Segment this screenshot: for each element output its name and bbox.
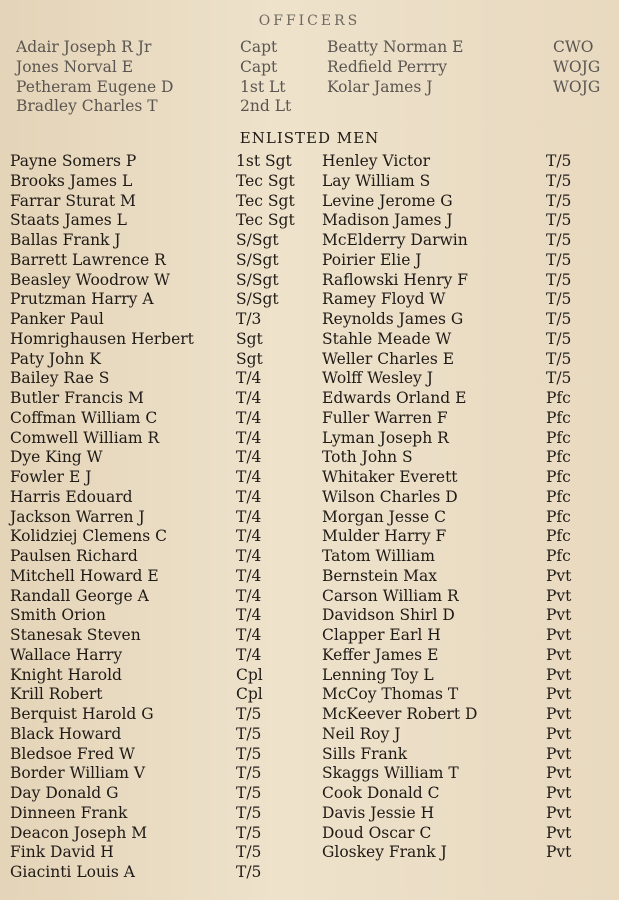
rank-right: CWO — [553, 38, 594, 56]
name-right: Neil Roy J — [322, 724, 401, 743]
rank-left: T/4 — [236, 586, 262, 605]
rank-right: T/5 — [546, 329, 572, 348]
name-right: Gloskey Frank J — [322, 843, 447, 862]
name-right: Fuller Warren F — [322, 408, 448, 427]
name-right: Stahle Meade W — [322, 329, 452, 348]
rank-right: T/5 — [546, 152, 572, 170]
rank-right: Pvt — [546, 626, 572, 644]
rank-left: Capt — [240, 38, 278, 56]
rank-left: T/4 — [236, 468, 262, 486]
enlisted-row — [0, 705, 619, 725]
rank-right: Pvt — [546, 724, 572, 743]
rank-right: Pvt — [546, 586, 572, 605]
rank-right: Pvt — [546, 764, 572, 783]
rank-left: T/4 — [236, 389, 262, 407]
name-right: Tatom William — [322, 547, 435, 565]
name-left: Ballas Frank J — [10, 231, 121, 249]
name-right: Lay William S — [322, 171, 431, 190]
rank-left: T/5 — [236, 863, 262, 881]
rank-right: Pfc — [546, 389, 571, 407]
rank-right: Pfc — [546, 448, 571, 467]
name-left: Harris Edouard — [10, 487, 133, 506]
name-left: Dye King W — [10, 448, 103, 467]
name-left: Coffman William C — [10, 408, 158, 427]
rank-left: 2nd Lt — [240, 97, 292, 116]
name-left: Fink David H — [10, 843, 114, 862]
name-right: Wilson Charles D — [322, 487, 458, 506]
rank-right: Pvt — [546, 566, 572, 585]
rank-left: T/3 — [236, 310, 262, 328]
rank-right: Pfc — [546, 468, 571, 486]
rank-right: Pvt — [546, 803, 572, 822]
name-left: Border William V — [10, 764, 146, 783]
rank-left: T/4 — [236, 626, 262, 644]
name-left: Black Howard — [10, 724, 122, 743]
enlisted-row — [0, 251, 619, 271]
rank-right: T/5 — [546, 191, 572, 210]
name-left: Kolidziej Clemens C — [10, 527, 167, 546]
rank-right: WOJG — [553, 57, 601, 76]
name-right: McElderry Darwin — [322, 231, 468, 249]
rank-right: T/5 — [546, 231, 572, 249]
name-right: Henley Victor — [322, 152, 431, 170]
rank-left: Cpl — [236, 665, 263, 684]
name-right: Lenning Toy L — [322, 665, 434, 684]
enlisted-row — [0, 804, 619, 824]
rank-right: Pfc — [546, 408, 571, 427]
rank-right: Pfc — [546, 428, 571, 447]
rank-left: T/4 — [236, 645, 262, 664]
enlisted-row — [0, 172, 619, 192]
name-left: Paulsen Richard — [10, 547, 138, 565]
enlisted-row — [0, 606, 619, 626]
enlisted-row — [0, 389, 619, 409]
enlisted-row — [0, 843, 619, 863]
name-left: Knight Harold — [10, 665, 122, 684]
name-left: Fowler E J — [10, 468, 92, 486]
enlisted-row — [0, 508, 619, 528]
name-right: Sills Frank — [322, 744, 408, 763]
name-left: Berquist Harold G — [10, 705, 154, 723]
enlisted-row — [0, 231, 619, 251]
name-right: Poirier Elie J — [322, 250, 422, 269]
name-right: Davis Jessie H — [322, 803, 435, 822]
enlisted-row — [0, 725, 619, 745]
rank-left: Cpl — [236, 685, 263, 704]
name-right: Edwards Orland E — [322, 389, 467, 407]
enlisted-row — [0, 685, 619, 705]
enlisted-row — [0, 784, 619, 804]
enlisted-row — [0, 626, 619, 646]
enlisted-row — [0, 350, 619, 370]
name-right: Doud Oscar C — [322, 823, 432, 842]
rank-right: Pvt — [546, 784, 572, 802]
name-right: Clapper Earl H — [322, 626, 441, 644]
rank-left: Capt — [240, 57, 278, 76]
name-left: Randall George A — [10, 586, 149, 605]
rank-right: T/5 — [546, 270, 572, 289]
name-right: Toth John S — [322, 448, 413, 467]
rank-left: S/Sgt — [236, 290, 279, 309]
name-right: Whitaker Everett — [322, 468, 458, 486]
rank-right: Pvt — [546, 685, 572, 704]
name-right: Cook Donald C — [322, 784, 440, 802]
enlisted-row — [0, 409, 619, 429]
name-left: Day Donald G — [10, 784, 119, 802]
enlisted-row — [0, 211, 619, 231]
enlisted-row — [0, 369, 619, 389]
rank-left: Sgt — [236, 329, 263, 348]
officers-row — [0, 78, 619, 98]
name-left: Bledsoe Fred W — [10, 744, 135, 763]
name-right: Lyman Joseph R — [322, 428, 449, 447]
rank-left: T/4 — [236, 428, 262, 447]
enlisted-row — [0, 745, 619, 765]
name-right: Madison James J — [322, 211, 453, 230]
rank-left: T/4 — [236, 547, 262, 565]
rank-left: T/5 — [236, 724, 262, 743]
enlisted-row — [0, 646, 619, 666]
name-left: Smith Orion — [10, 606, 106, 625]
name-left: Beasley Woodrow W — [10, 270, 170, 289]
name-left: Brooks James L — [10, 171, 133, 190]
rank-left: T/5 — [236, 843, 262, 862]
name-left: Dinneen Frank — [10, 803, 128, 822]
name-right: Ramey Floyd W — [322, 290, 446, 309]
rank-left: T/5 — [236, 784, 262, 802]
rank-right: T/5 — [546, 211, 572, 230]
name-left: Petheram Eugene D — [16, 77, 174, 96]
enlisted-row — [0, 666, 619, 686]
enlisted-row — [0, 429, 619, 449]
rank-left: S/Sgt — [236, 250, 279, 269]
rank-left: T/4 — [236, 369, 262, 388]
rank-left: T/5 — [236, 744, 262, 763]
rank-left: T/5 — [236, 823, 262, 842]
rank-left: T/4 — [236, 507, 262, 526]
name-left: Bailey Rae S — [10, 369, 110, 388]
name-left: Staats James L — [10, 211, 127, 230]
name-left: Deacon Joseph M — [10, 823, 148, 842]
enlisted-row — [0, 152, 619, 172]
name-left: Panker Paul — [10, 310, 104, 328]
rank-right: Pvt — [546, 645, 572, 664]
rank-right: Pfc — [546, 547, 571, 565]
rank-right: Pvt — [546, 705, 572, 723]
rank-left: Tec Sgt — [236, 211, 295, 230]
rank-left: T/4 — [236, 566, 262, 585]
name-right: Weller Charles E — [322, 349, 455, 368]
rank-right: T/5 — [546, 290, 572, 309]
rank-left: 1st Lt — [240, 77, 286, 96]
rank-left: 1st Sgt — [236, 152, 292, 170]
name-right: Keffer James E — [322, 645, 439, 664]
enlisted-heading: ENLISTED MEN — [239, 129, 380, 147]
rank-left: T/5 — [236, 705, 262, 723]
name-left: Comwell William R — [10, 428, 160, 447]
name-right: Kolar James J — [327, 77, 433, 96]
rank-left: T/4 — [236, 487, 262, 506]
rank-right: Pvt — [546, 744, 572, 763]
rank-right: T/5 — [546, 310, 572, 328]
name-left: Krill Robert — [10, 685, 103, 704]
name-right: Carson William R — [322, 586, 459, 605]
rank-right: T/5 — [546, 349, 572, 368]
name-left: Jackson Warren J — [10, 507, 145, 526]
rank-right: Pvt — [546, 843, 572, 862]
rank-left: Sgt — [236, 349, 263, 368]
enlisted-row — [0, 567, 619, 587]
rank-right: Pvt — [546, 823, 572, 842]
rank-right: Pfc — [546, 487, 571, 506]
rank-left: S/Sgt — [236, 270, 279, 289]
name-left: Prutzman Harry A — [10, 290, 154, 309]
rank-left: T/5 — [236, 803, 262, 822]
name-right: Bernstein Max — [322, 566, 438, 585]
enlisted-row — [0, 192, 619, 212]
rank-right: T/5 — [546, 369, 572, 388]
rank-left: T/4 — [236, 448, 262, 467]
rank-left: S/Sgt — [236, 231, 279, 249]
rank-left: T/5 — [236, 764, 262, 783]
enlisted-row — [0, 271, 619, 291]
rank-left: T/4 — [236, 408, 262, 427]
enlisted-row — [0, 527, 619, 547]
enlisted-row — [0, 330, 619, 350]
enlisted-row — [0, 468, 619, 488]
enlisted-row — [0, 448, 619, 468]
name-left: Jones Norval E — [16, 57, 134, 76]
name-right: Reynolds James G — [322, 310, 464, 328]
name-left: Homrighausen Herbert — [10, 329, 194, 348]
name-right: Beatty Norman E — [327, 38, 464, 56]
rank-left: Tec Sgt — [236, 191, 295, 210]
name-right: Redfield Perrry — [327, 57, 447, 76]
name-left: Paty John K — [10, 349, 101, 368]
name-right: Mulder Harry F — [322, 527, 447, 546]
rank-right: Pfc — [546, 527, 571, 546]
enlisted-row — [0, 547, 619, 567]
name-left: Bradley Charles T — [16, 97, 158, 116]
rank-left: T/4 — [236, 606, 262, 625]
name-right: Morgan Jesse C — [322, 507, 446, 526]
name-left: Butler Francis M — [10, 389, 144, 407]
officers-row — [0, 97, 619, 117]
rank-left: T/4 — [236, 527, 262, 546]
officers-row — [0, 38, 619, 58]
rank-right: Pvt — [546, 665, 572, 684]
name-left: Giacinti Louis A — [10, 863, 135, 881]
name-right: Raflowski Henry F — [322, 270, 468, 289]
rank-right: T/5 — [546, 250, 572, 269]
name-left: Adair Joseph R Jr — [16, 38, 152, 56]
name-left: Stanesak Steven — [10, 626, 141, 644]
rank-right: WOJG — [553, 77, 601, 96]
name-right: Wolff Wesley J — [322, 369, 433, 388]
name-left: Mitchell Howard E — [10, 566, 159, 585]
name-left: Barrett Lawrence R — [10, 250, 166, 269]
enlisted-row — [0, 488, 619, 508]
name-left: Payne Somers P — [10, 152, 137, 170]
rank-right: T/5 — [546, 171, 572, 190]
name-right: Davidson Shirl D — [322, 606, 455, 625]
name-right: Levine Jerome G — [322, 191, 453, 210]
enlisted-row — [0, 764, 619, 784]
enlisted-row — [0, 863, 619, 883]
name-left: Wallace Harry — [10, 645, 123, 664]
name-right: Skaggs William T — [322, 764, 459, 783]
name-left: Farrar Sturat M — [10, 191, 136, 210]
enlisted-row — [0, 310, 619, 330]
enlisted-row — [0, 290, 619, 310]
name-right: McKeever Robert D — [322, 705, 478, 723]
rank-right: Pfc — [546, 507, 571, 526]
officers-heading: OFFICERS — [258, 13, 361, 29]
rank-left: Tec Sgt — [236, 171, 295, 190]
enlisted-row — [0, 824, 619, 844]
rank-right: Pvt — [546, 606, 572, 625]
officers-row — [0, 58, 619, 78]
enlisted-row — [0, 587, 619, 607]
name-right: McCoy Thomas T — [322, 685, 459, 704]
